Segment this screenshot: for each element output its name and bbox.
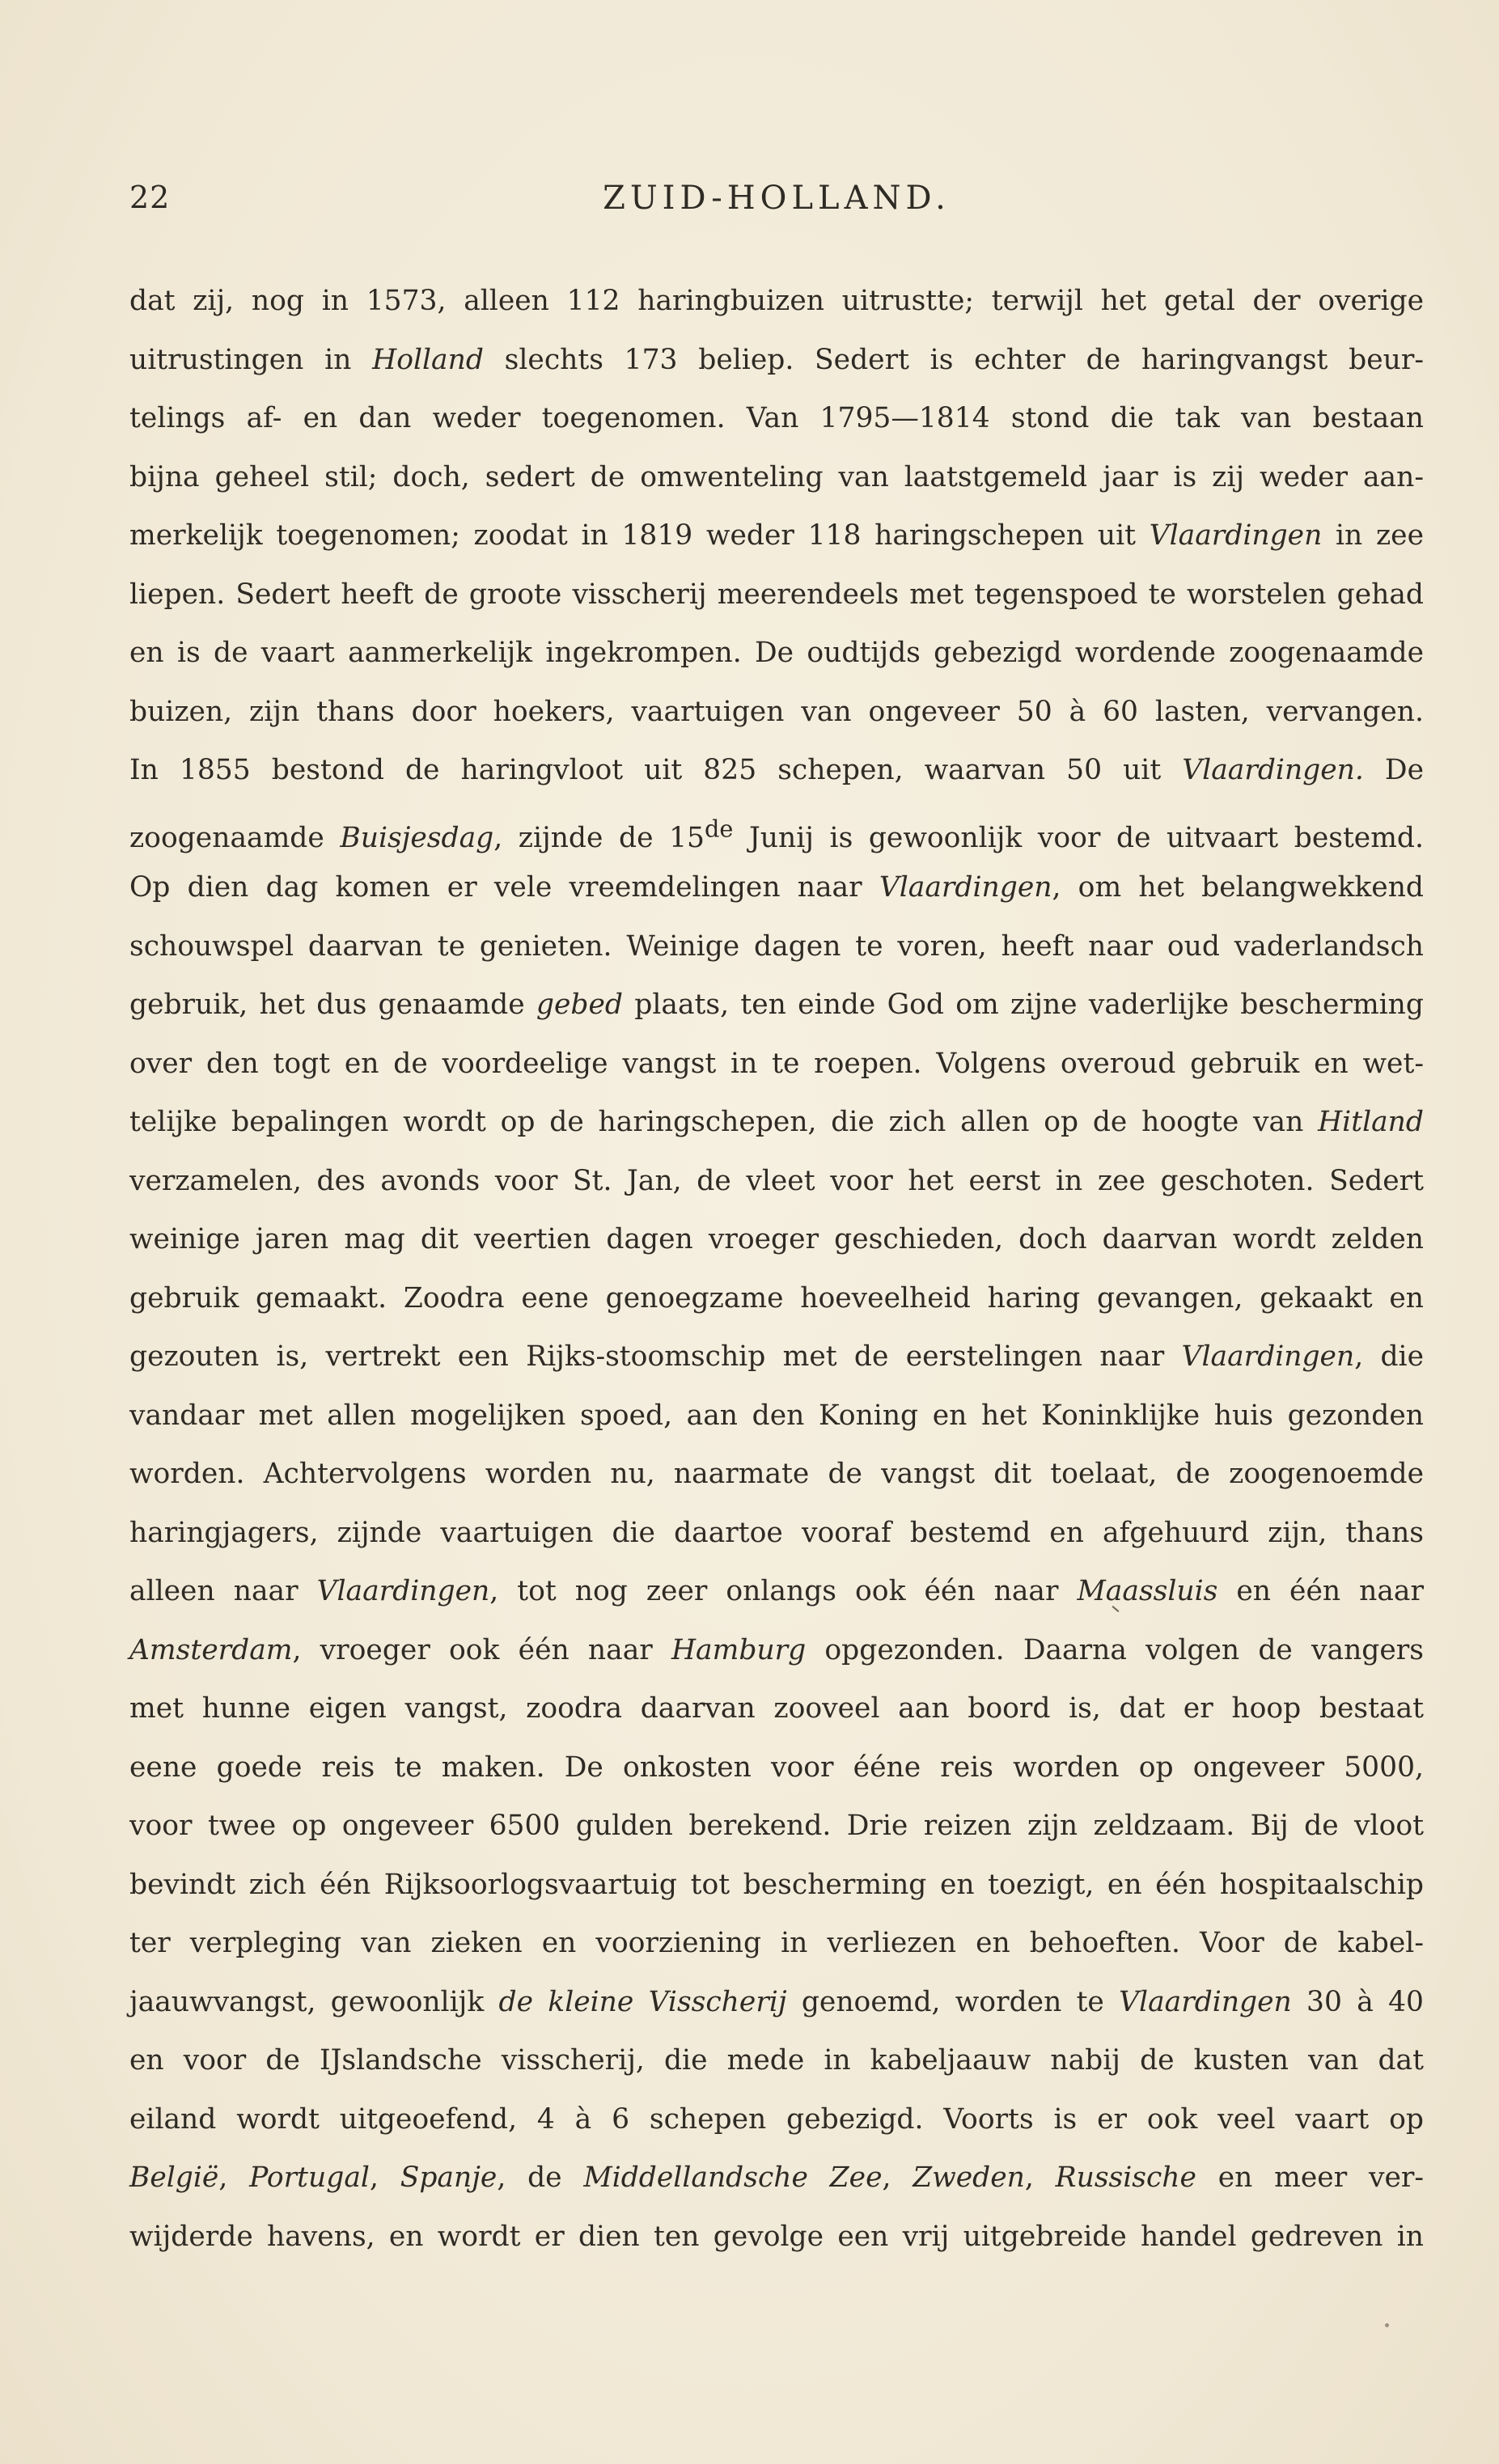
text-line-content: over den togt en de voordeelige vangst in te roepen. Volgens overoud gebruik en wet- [129,1047,1424,1080]
text-line [129,1973,1424,2032]
running-title: ZUID-HOLLAND. [603,180,951,217]
running-head [129,180,1424,228]
text-line-content: haringjagers, zijnde vaartuigen die daartoe vooraf bestemd en afgehuurd zijn, thans [129,1516,1424,1549]
text-line-content: bevindt zich één Rijksoorlogsvaartuig tot bescherming en toezigt, en één hospitaalschip [129,1868,1424,1901]
text-line-content: gezouten is, vertrekt een Rijks-stoomschip met de eerstelingen naar Vlaardingen, die [129,1340,1425,1373]
text-line-content: gebruik gemaakt. Zoodra eene genoegzame hoeveelheid haring gevangen, gekaakt en [129,1281,1424,1315]
text-line-content: vandaar met allen mogelijken spoed, aan den Koning en het Koninklijke huis gezonden [129,1399,1424,1432]
text-line [129,1445,1424,1504]
text-line-content: telings af- en dan weder toegenomen. Van 1795—1814 stond die tak van bestaan [129,402,1424,434]
text-line [129,1738,1424,1797]
text-line [129,1504,1424,1563]
text-line-content: eene goede reis te maken. De onkosten voor ééne reis worden op ongeveer 5000, [129,1751,1424,1784]
text-line-content: liepen. Sedert heeft de groote visscherij meerendeels met tegenspoed te worstelen gehad [129,578,1424,611]
text-line-content: België, Portugal, Spanje, de Middellandsche Zee, Zweden, Russische en meer ver- [129,2161,1425,2194]
text-line-content: schouwspel daarvan te genieten. Weinige dagen te voren, heeft naar oud vaderlandsch [129,929,1424,963]
text-line-content: uitrustingen in Holland slechts 173 beliep. Sedert is echter de haringvangst beur- [129,343,1425,376]
text-line-content: worden. Achtervolgens worden nu, naarmate de vangst dit toelaat, de zoogenoemde [129,1458,1424,1490]
text-line [129,2149,1424,2208]
text-line [129,683,1424,742]
text-line [129,741,1424,800]
text-line [129,1856,1424,1915]
text-line [129,1269,1424,1328]
text-line [129,2031,1424,2090]
text-line-content: en is de vaart aanmerkelijk ingekrompen. De oudtijds gebezigd wordende zoogenaamde [129,637,1424,669]
text-line [129,1797,1424,1856]
text-line [129,1387,1424,1446]
text-line [129,1093,1424,1152]
text-line-content: telijke bepalingen wordt op de haringschepen, die zich allen op de hoogte van Hitland [129,1106,1424,1138]
text-line [129,1621,1424,1680]
text-line [129,917,1424,976]
page-number: 22 [129,180,171,215]
text-line-content: alleen naar Vlaardingen, tot nog zeer onlangs ook één naar Maassluis en één naar [129,1575,1424,1607]
text-line-content: Op dien dag komen er vele vreemdelingen naar Vlaardingen, om het belangwekkend [129,871,1424,904]
text-line [129,1679,1424,1738]
text-line-content: weinige jaren mag dit veertien dagen vroeger geschieden, doch daarvan wordt zelden [129,1223,1424,1255]
text-line [129,1035,1424,1094]
text-line [129,976,1424,1035]
ink-dot [1385,2323,1389,2327]
text-line-content: buizen, zijn thans door hoekers, vaartuigen van ongeveer 50 à 60 lasten, vervangen. [129,695,1424,728]
text-line-content: Amsterdam, vroeger ook één naar Hamburg opgezonden. Daarna volgen de vangers [129,1633,1424,1666]
text-line [129,389,1424,448]
text-line-content: en voor de IJslandsche visscherij, die mede in kabeljaauw nabij de kusten van dat [129,2044,1424,2077]
text-line [129,1152,1424,1211]
text-line [129,506,1424,565]
text-line-content: wijderde havens, en wordt er dien ten gevolge een vrij uitgebreide handel gedreven in [129,2220,1424,2253]
text-line [129,1914,1424,1973]
text-line [129,1210,1424,1269]
text-line [129,2090,1424,2149]
text-line-content: merkelijk toegenomen; zoodat in 1819 weder 118 haringschepen uit Vlaardingen in zee [129,519,1424,552]
text-line-content: dat zij, nog in 1573, alleen 112 haringbuizen uitrustte; terwijl het getal der overige [129,285,1424,317]
text-line-content: jaauwvangst, gewoonlijk de kleine Visscherij genoemd, worden te Vlaardingen 30 à 40 [129,1985,1424,2018]
text-line-content: gebruik, het dus genaamde gebed plaats, ten einde God om zijne vaderlijke bescherming [129,989,1424,1021]
text-line [129,2208,1424,2267]
text-line-content: voor twee op ongeveer 6500 gulden berekend. Drie reizen zijn zeldzaam. Bij de vloot [129,1810,1424,1842]
text-line-content: verzamelen, des avonds voor St. Jan, de vleet voor het eerst in zee geschoten. Sedert [129,1164,1424,1197]
text-line [129,565,1424,624]
text-line-content: eiland wordt uitgeoefend, 4 à 6 schepen gebezigd. Voorts is er ook veel vaart op [129,2102,1424,2136]
text-line-content: In 1855 bestond de haringvloot uit 825 schepen, waarvan 50 uit Vlaardingen. De [129,754,1425,786]
text-line [129,858,1424,917]
text-line [129,448,1424,507]
text-line [129,800,1424,859]
text-line [129,1562,1424,1621]
text-line [129,624,1424,683]
text-line-content: bijna geheel stil; doch, sedert de omwenteling van laatstgemeld jaar is zij weder aan- [129,460,1424,493]
text-line-content: met hunne eigen vangst, zoodra daarvan zooveel aan boord is, dat er hoop bestaat [129,1692,1424,1725]
body-text [129,272,1424,2266]
text-line-content: zoogenaamde Buisjesdag, zijnde de 15de Junij is gewoonlijk voor de uitvaart bestemd. [129,815,1424,854]
text-line [129,331,1424,390]
text-line [129,272,1424,331]
text-line-content: ter verpleging van zieken en voorziening in verliezen en behoeften. Voor de kabel- [129,1927,1424,1959]
text-line [129,1327,1424,1387]
